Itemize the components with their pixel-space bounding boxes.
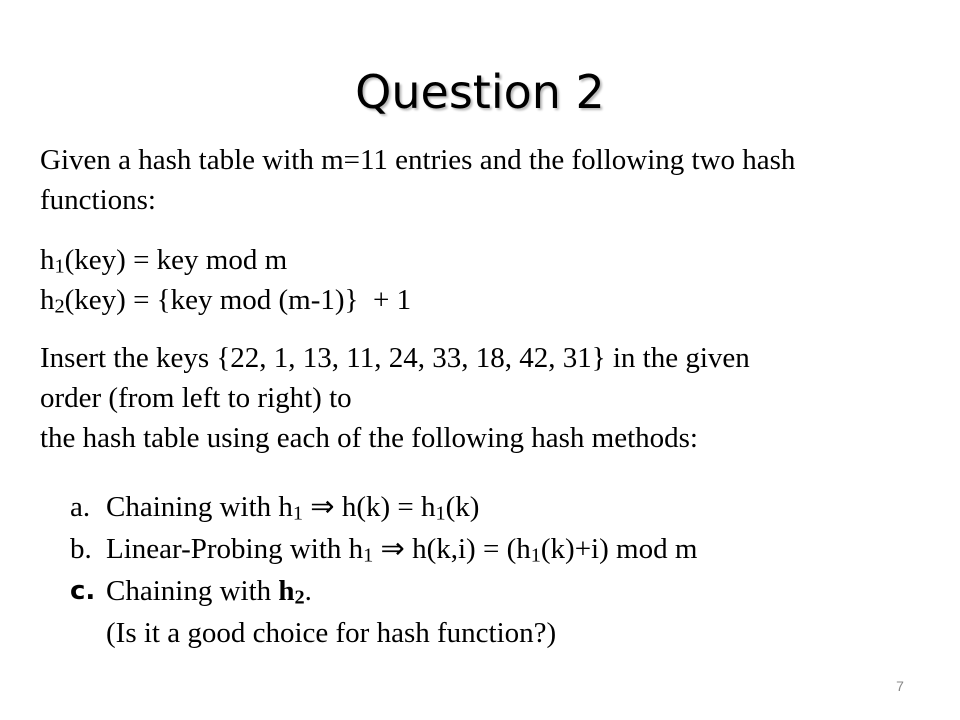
instruction-line-1: Insert the keys {22, 1, 13, 11, 24, 33, 18, 42, 31} in the given: [40, 342, 750, 374]
h1-fn: h: [40, 244, 55, 276]
instruction-line-3: the hash table using each of the following hash methods:: [40, 422, 698, 454]
list-item-a: [70, 486, 940, 528]
item-c-line-2: (Is it a good choice for hash function?): [106, 617, 557, 649]
h2-definition: [40, 280, 940, 320]
item-c-bold-sub: 2: [294, 586, 305, 609]
item-c-text: [106, 570, 312, 612]
item-c-label: c.: [70, 576, 96, 606]
intro-paragraph: [40, 140, 940, 220]
item-a-s1: 1: [292, 502, 304, 525]
h1-subscript: 1: [54, 255, 65, 278]
h1-rest: (key) = key mod m: [64, 244, 288, 276]
instruction-paragraph: [40, 338, 940, 458]
item-c-t2: .: [304, 575, 312, 607]
intro-line-2: functions:: [40, 184, 156, 216]
item-b-t2: ⇒ h(k,i) = (h: [373, 533, 531, 565]
item-c-bold: h: [278, 575, 295, 607]
item-b-t3: (k)+i) mod m: [540, 533, 698, 565]
methods-list: [70, 486, 940, 654]
intro-line-1: Given a hash table with m=11 entries and the following two hash: [40, 144, 796, 176]
item-a-text: [106, 486, 479, 528]
item-b-s2: 1: [530, 544, 541, 567]
list-item-c: [70, 570, 940, 612]
item-a-s2: 1: [435, 502, 446, 525]
item-a-label: a.: [70, 491, 91, 523]
slide-title: Question 2: [355, 65, 605, 119]
item-a-t1: Chaining with h: [106, 491, 293, 523]
item-b-label: b.: [70, 533, 92, 565]
instruction-line-2: order (from left to right) to: [40, 382, 352, 414]
h2-rest: (key) = {key mod (m-1)} + 1: [64, 284, 412, 316]
h2-fn: h: [40, 284, 55, 316]
item-a-t3: (k): [445, 491, 480, 523]
item-b-text: [106, 528, 697, 570]
h2-subscript: 2: [54, 295, 65, 318]
slide-body: [40, 140, 940, 654]
h1-definition: [40, 240, 940, 280]
hash-definitions: [40, 240, 940, 320]
item-c-t1: Chaining with: [106, 575, 279, 607]
page-number: 7: [896, 678, 904, 694]
item-b-t1: Linear-Probing with h: [106, 533, 364, 565]
list-item-b: [70, 528, 940, 570]
item-a-t2: ⇒ h(k) = h: [303, 491, 436, 523]
item-b-s1: 1: [363, 544, 374, 567]
